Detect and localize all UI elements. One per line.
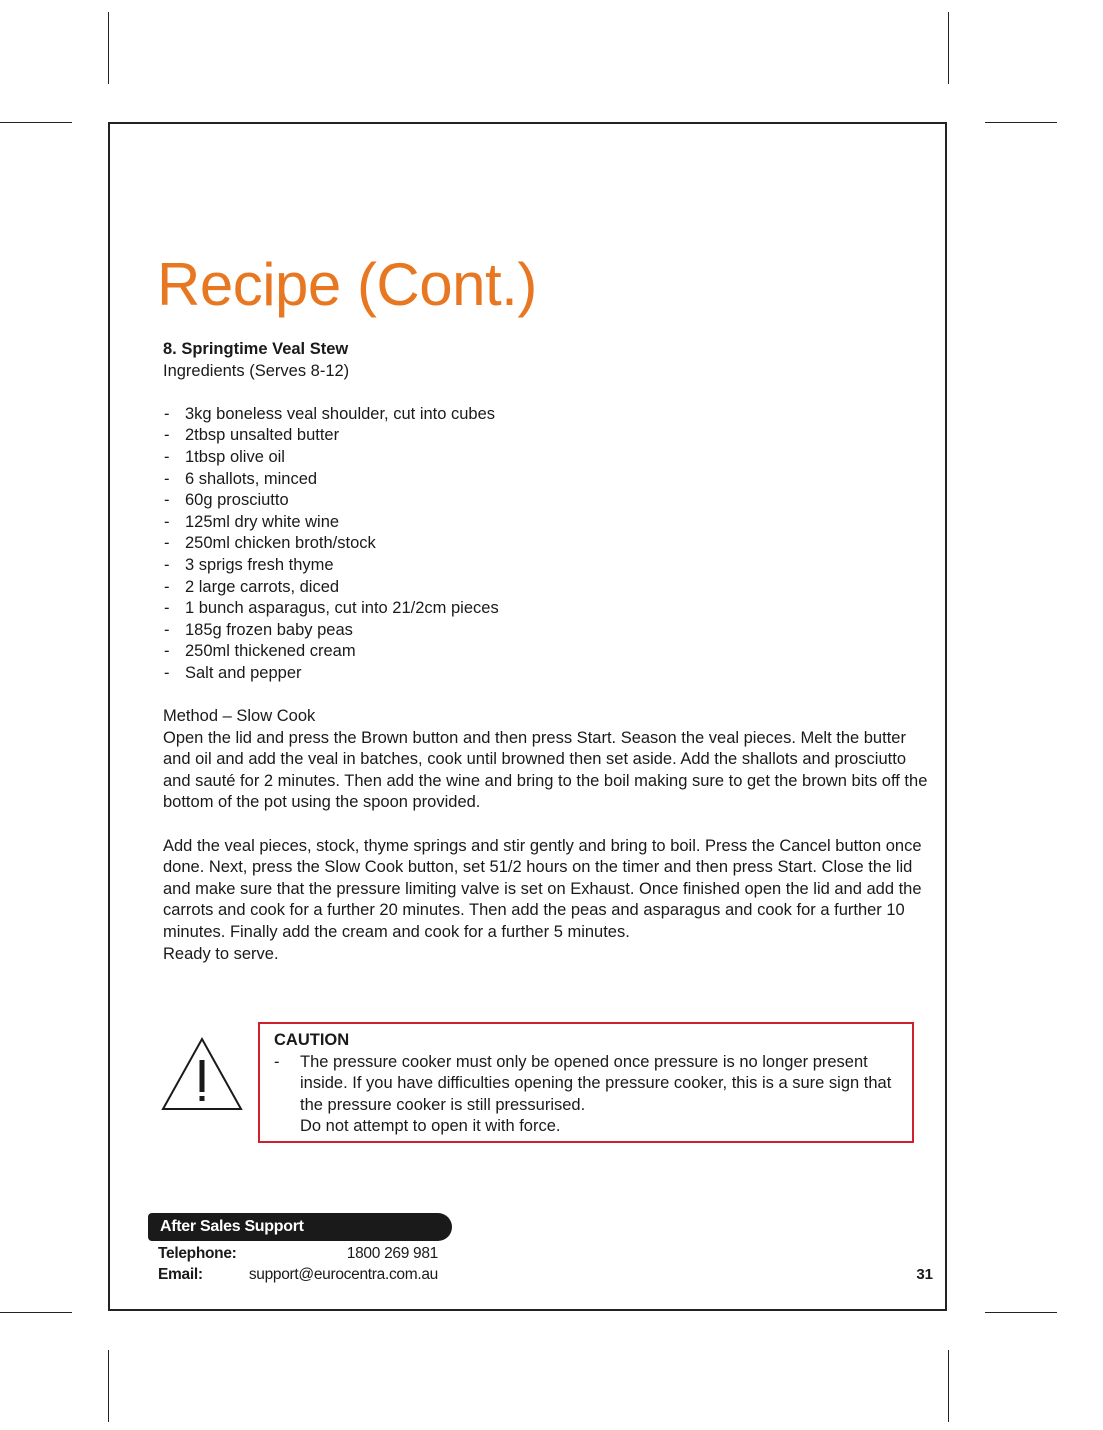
- list-item: - 60g prosciutto: [163, 490, 933, 512]
- spacer: [163, 685, 933, 707]
- method-paragraph: Add the veal pieces, stock, thyme springs and stir gently and bring to boil. Press the Cancel button once done. Next, press the Slow Cook button, set 51/2 hours on the timer and then press Start. Close the lid and make sure that the pressure limiting valve is set on Exhaust. Once finished open the lid and add the carrots and cook for a further 20 minutes. Then add the peas and asparagus and cook for a further 10 minutes. Finally add the cream and cook for a further 5 minutes.: [163, 836, 922, 942]
- email-value: support@eurocentra.com.au: [248, 1266, 438, 1283]
- support-heading: After Sales Support: [148, 1213, 452, 1241]
- list-item: - 2 large carrots, diced: [163, 577, 933, 599]
- crop-mark: [948, 12, 949, 84]
- list-item: - Salt and pepper: [163, 663, 933, 685]
- list-item: - 185g frozen baby peas: [163, 620, 933, 642]
- list-item: - 6 shallots, minced: [163, 469, 933, 491]
- page-number: 31: [916, 1266, 933, 1283]
- list-item: - 2tbsp unsalted butter: [163, 425, 933, 447]
- crop-mark: [985, 1312, 1057, 1313]
- caution-text: The pressure cooker must only be opened once pressure is no longer present inside. If you have difficulties opening the pressure cooker, this is a sure sign that the pressure cooker is still pressurised.: [300, 1052, 892, 1114]
- ingredients-label: Ingredients (Serves 8-12): [163, 361, 350, 380]
- telephone-label: Telephone:: [158, 1245, 237, 1262]
- crop-mark: [108, 12, 109, 84]
- method-label: Method – Slow Cook: [163, 707, 316, 726]
- spacer: [163, 382, 933, 404]
- crop-mark: [0, 1312, 72, 1313]
- list-item: - 250ml chicken broth/stock: [163, 533, 933, 555]
- caution-title: CAUTION: [274, 1031, 350, 1049]
- method-paragraph: Open the lid and press the Brown button and then press Start. Season the veal pieces. Melt the butter and oil and add the veal in batches, cook until browned then set aside. Add the shallots and prosciutto and sauté for 2 minutes. Then add the wine and bring to the boil making sure to get the brown bits off the bottom of the pot using the spoon provided.: [163, 728, 928, 812]
- telephone-value: 1800 269 981: [346, 1245, 438, 1262]
- page-title: Recipe (Cont.): [157, 251, 537, 318]
- crop-mark: [0, 122, 72, 123]
- caution-item: [274, 1052, 900, 1138]
- spacer: [163, 814, 933, 836]
- crop-mark: [985, 122, 1057, 123]
- recipe-content: [163, 339, 933, 965]
- telephone-row: [158, 1244, 438, 1264]
- list-item: - 125ml dry white wine: [163, 512, 933, 534]
- list-item: - 250ml thickened cream: [163, 641, 933, 663]
- list-item: - 1 bunch asparagus, cut into 21/2cm pieces: [163, 598, 933, 620]
- caution-dash: -: [274, 1052, 280, 1071]
- caution-box: [258, 1022, 914, 1143]
- caution-text: Do not attempt to open it with force.: [300, 1117, 561, 1136]
- warning-triangle-icon: [160, 1036, 244, 1112]
- list-item: - 1tbsp olive oil: [163, 447, 933, 469]
- email-row: [158, 1265, 438, 1285]
- list-item: - 3kg boneless veal shoulder, cut into cubes: [163, 404, 933, 426]
- crop-mark: [108, 1350, 109, 1422]
- recipe-heading: 8. Springtime Veal Stew: [163, 340, 349, 358]
- list-item: - 3 sprigs fresh thyme: [163, 555, 933, 577]
- ingredients-list: [163, 404, 933, 685]
- email-label: Email:: [158, 1266, 203, 1283]
- ready-text: Ready to serve.: [163, 944, 279, 963]
- crop-mark: [948, 1350, 949, 1422]
